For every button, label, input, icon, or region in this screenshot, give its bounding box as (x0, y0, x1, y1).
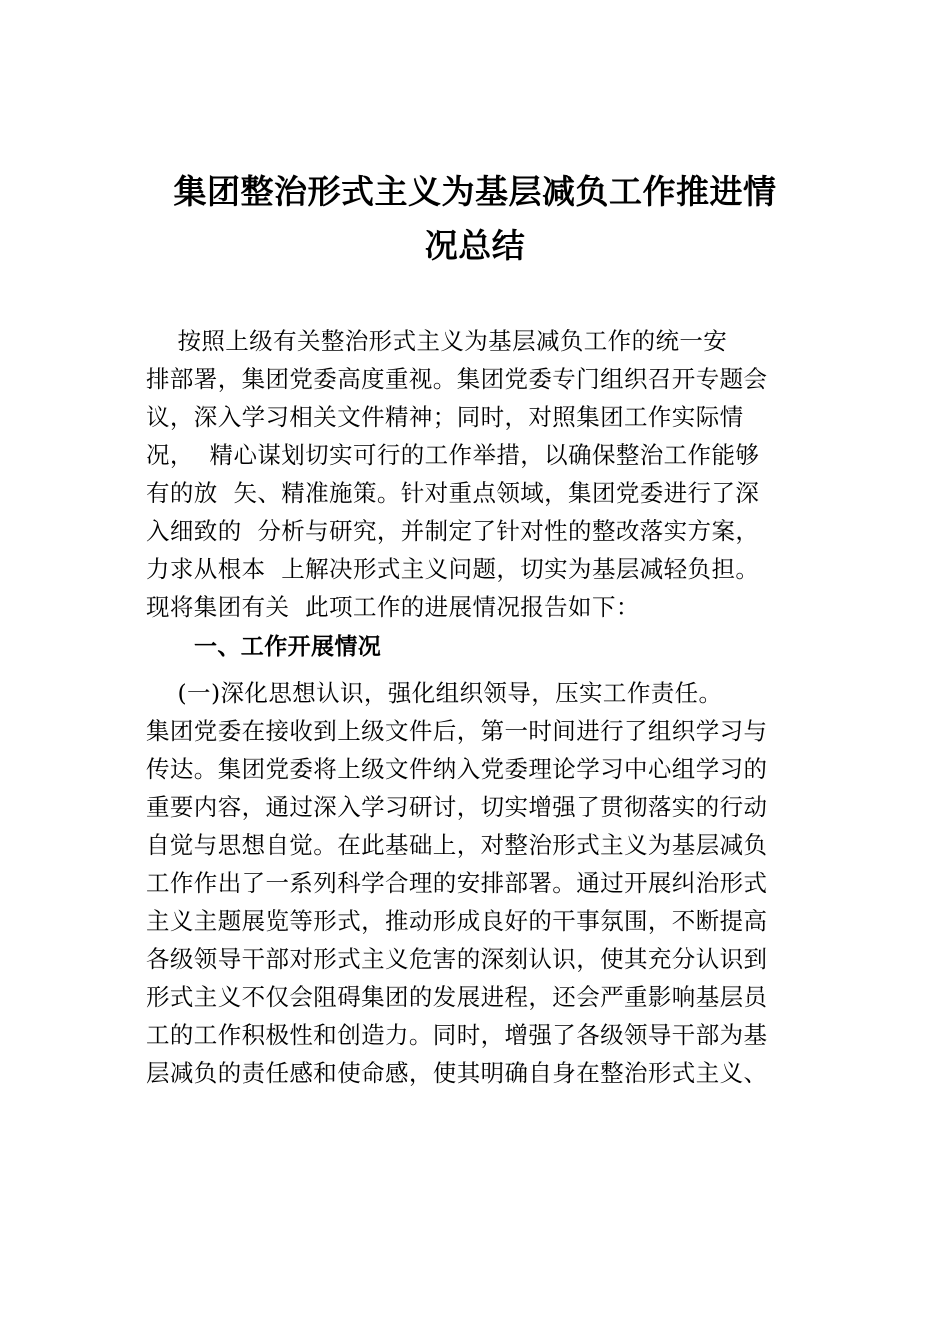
body-paragraph-line: 工的工作积极性和创造力。同时，增强了各级领导干部为基 (146, 1021, 768, 1049)
section-heading: 一、工作开展情况 (194, 634, 382, 660)
intro-paragraph-line: 有的放 矢、精准施策。针对重点领域，集团党委进行了深 (146, 479, 760, 507)
body-paragraph-line: 传达。集团党委将上级文件纳入党委理论学习中心组学习的 (146, 755, 768, 783)
body-paragraph-line: 各级领导干部对形式主义危害的深刻认识，使其充分认识到 (146, 945, 768, 973)
intro-paragraph-line: 入细致的 分析与研究，并制定了针对性的整改落实方案， (146, 517, 760, 545)
body-paragraph-line: 工作作出了一系列科学合理的安排部署。通过开展纠治形式 (146, 869, 768, 897)
document-title-line-1: 集团整治形式主义为基层减负工作推进情 (173, 172, 777, 211)
body-paragraph-line: 主义主题展览等形式，推动形成良好的干事氛围，不断提高 (146, 907, 768, 935)
body-paragraph-line: (一)深化思想认识，强化组织领导，压实工作责任。 (146, 679, 723, 707)
intro-paragraph-line: 排部署，集团党委高度重视。集团党委专门组织召开专题会 (146, 365, 768, 393)
intro-paragraph-line: 现将集团有关 此项工作的进展情况报告如下： (146, 593, 640, 621)
body-paragraph-line: 集团党委在接收到上级文件后，第一时间进行了组织学习与 (146, 717, 768, 745)
body-paragraph-line: 自觉与思想自觉。在此基础上，对整治形式主义为基层减负 (146, 831, 768, 859)
intro-paragraph-line: 况， 精心谋划切实可行的工作举措，以确保整治工作能够 (146, 441, 760, 469)
document-title-line-2: 况总结 (424, 226, 526, 265)
intro-paragraph-line: 按照上级有关整治形式主义为基层减负工作的统一安 (146, 327, 728, 355)
body-paragraph-line: 重要内容，通过深入学习研讨，切实增强了贯彻落实的行动 (146, 793, 768, 821)
intro-paragraph-line: 议，深入学习相关文件精神；同时，对照集团工作实际情 (146, 403, 744, 431)
intro-paragraph-line: 力求从根本 上解决形式主义问题，切实为基层减轻负担。 (146, 555, 760, 583)
body-paragraph-line: 形式主义不仅会阻碍集团的发展进程，还会严重影响基层员 (146, 983, 768, 1011)
body-paragraph-line: 层减负的责任感和使命感，使其明确自身在整治形式主义、 (146, 1059, 768, 1087)
